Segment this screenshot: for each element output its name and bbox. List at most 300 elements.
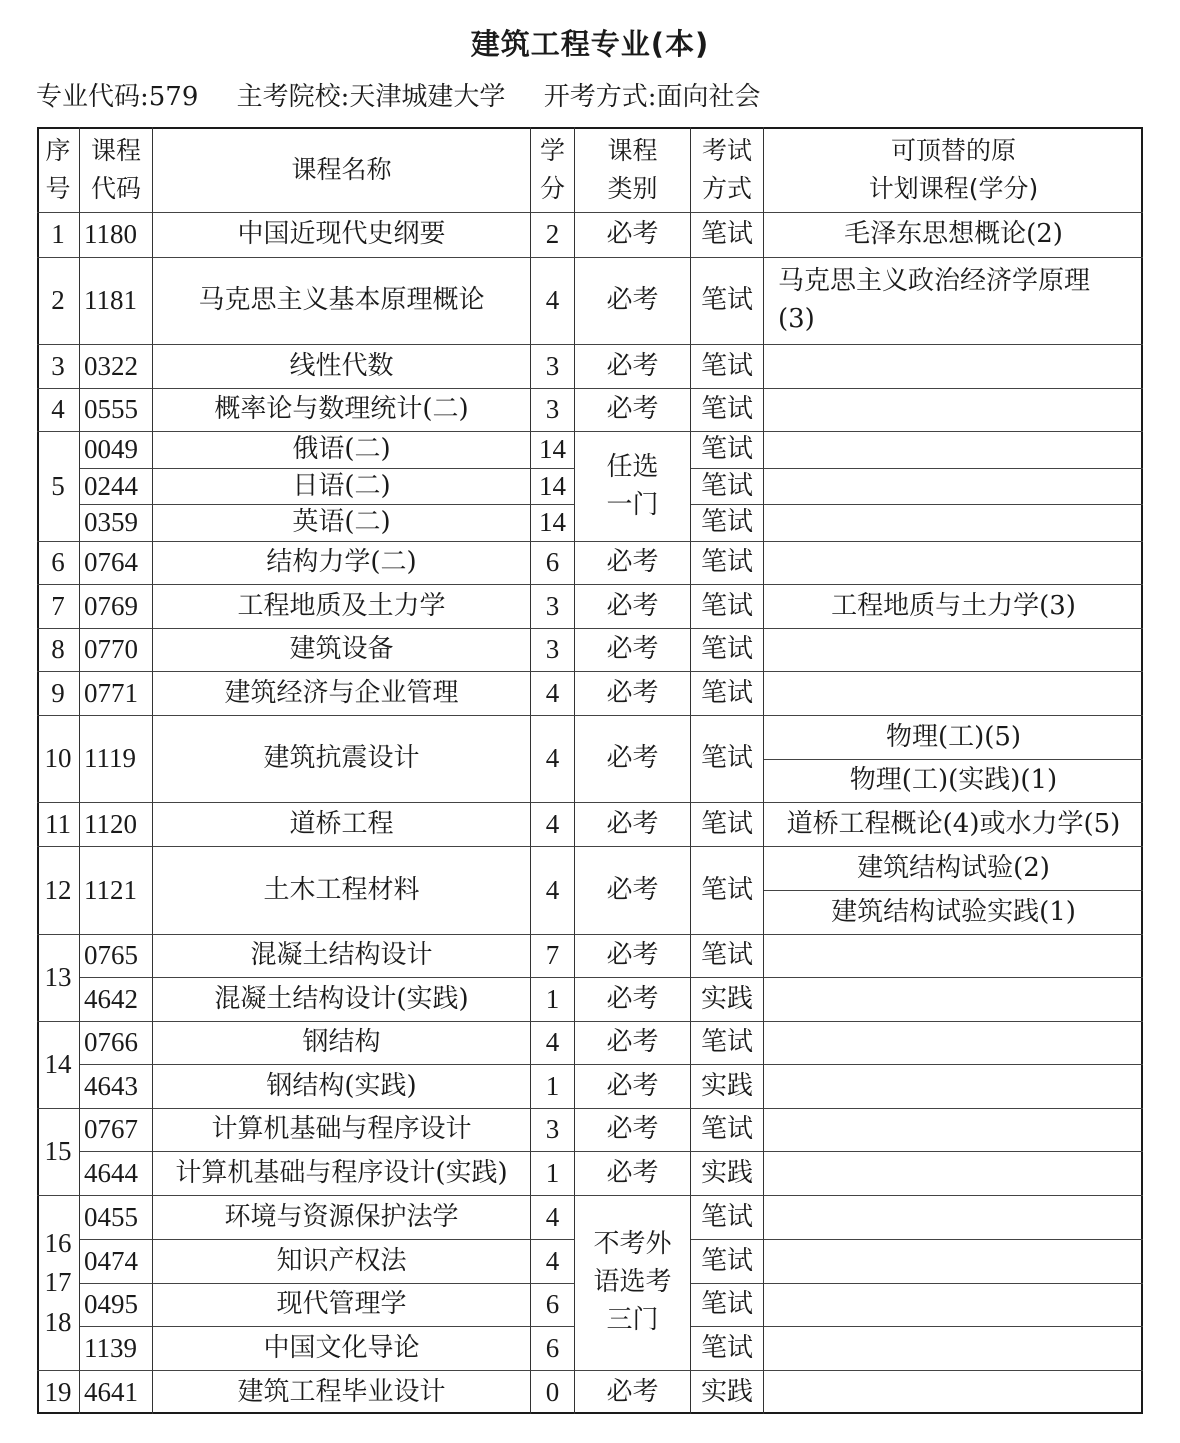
credit-cell-text: 2 <box>545 219 560 250</box>
code-cell <box>80 629 153 672</box>
code-cell-text: 0322 <box>84 350 138 381</box>
code-cell <box>80 1022 153 1065</box>
code-cell-text: 0766 <box>84 1027 138 1058</box>
seq-cell <box>37 847 80 935</box>
name-cell <box>153 672 531 716</box>
replace-cell-text: 物理(工)(实践)(1) <box>849 765 1058 796</box>
seq-cell-text: 6 <box>51 547 65 578</box>
code-cell-text: 0244 <box>84 470 138 501</box>
type-cell <box>575 1109 691 1152</box>
code-cell <box>80 1240 153 1284</box>
name-cell <box>153 1109 531 1152</box>
exam-cell <box>691 542 764 585</box>
exam-cell-text: 笔试 <box>700 219 753 250</box>
major-meta <box>36 76 790 113</box>
credit-cell-text: 3 <box>545 350 560 381</box>
header-credit <box>531 127 575 213</box>
exam-cell <box>691 1327 764 1371</box>
name-cell <box>153 469 531 505</box>
type-cell-text: 一门 <box>606 489 659 520</box>
name-cell <box>153 847 531 935</box>
replace-cell <box>764 213 1143 258</box>
code-cell <box>80 1284 153 1327</box>
type-cell <box>575 672 691 716</box>
name-cell-text: 概率论与数理统计(二) <box>214 394 469 425</box>
type-cell <box>575 1022 691 1065</box>
credit-cell <box>531 469 575 505</box>
code-cell <box>80 935 153 978</box>
seq-cell <box>37 542 80 585</box>
credit-cell <box>531 629 575 672</box>
seq-cell <box>37 432 80 542</box>
code-cell-text: 0359 <box>84 507 138 538</box>
exam-cell-text: 笔试 <box>700 434 753 465</box>
code-cell-text: 4642 <box>84 983 138 1014</box>
credit-cell-text: 4 <box>545 1201 560 1232</box>
header-type-text: 类别 <box>607 173 658 203</box>
credit-cell <box>531 389 575 432</box>
exam-cell <box>691 1284 764 1327</box>
type-cell <box>575 1196 691 1371</box>
name-cell-text: 中国文化导论 <box>263 1332 420 1363</box>
seq-cell <box>37 389 80 432</box>
credit-cell-text: 6 <box>545 1332 560 1363</box>
replace-cell <box>764 1065 1143 1109</box>
header-seq-text: 号 <box>45 173 71 203</box>
name-cell <box>153 1022 531 1065</box>
type-cell <box>575 213 691 258</box>
credit-cell-text: 6 <box>545 547 560 578</box>
code-cell <box>80 345 153 389</box>
code-cell <box>80 469 153 505</box>
replace-cell <box>764 505 1143 542</box>
course-table <box>37 127 1143 1414</box>
header-code-text: 代码 <box>90 173 141 203</box>
name-cell-text: 中国近现代史纲要 <box>237 219 446 250</box>
name-cell <box>153 345 531 389</box>
code-cell <box>80 847 153 935</box>
credit-cell <box>531 847 575 935</box>
credit-cell-text: 1 <box>545 983 560 1014</box>
seq-cell-text: 16 <box>44 1228 72 1259</box>
exam-cell-text: 笔试 <box>700 808 753 839</box>
seq-cell-text: 7 <box>51 590 65 621</box>
credit-cell-text: 3 <box>545 394 560 425</box>
type-cell-text: 必考 <box>606 940 659 971</box>
replace-cell <box>764 258 1143 345</box>
header-name <box>153 127 531 213</box>
code-cell <box>80 1152 153 1196</box>
code-cell-text: 1120 <box>84 808 137 839</box>
credit-cell <box>531 803 575 847</box>
code-cell-text: 0455 <box>84 1201 138 1232</box>
replace-cell <box>764 1371 1143 1414</box>
seq-cell <box>37 803 80 847</box>
seq-cell <box>37 585 80 629</box>
code-cell-text: 1139 <box>84 1332 137 1363</box>
name-cell <box>153 213 531 258</box>
code-cell-text: 0764 <box>84 547 138 578</box>
code-cell <box>80 978 153 1022</box>
name-cell-text: 混凝土结构设计 <box>250 940 433 971</box>
header-credit-text: 学 <box>539 136 565 165</box>
name-cell-text: 计算机基础与程序设计 <box>211 1114 472 1145</box>
credit-cell <box>531 1196 575 1240</box>
exam-cell <box>691 1196 764 1240</box>
credit-cell-text: 1 <box>545 1157 560 1188</box>
replace-cell <box>764 891 1143 935</box>
code-cell <box>80 213 153 258</box>
header-exam-text: 方式 <box>701 173 752 203</box>
name-cell <box>153 803 531 847</box>
header-replace-text: 计划课程(学分) <box>868 173 1039 203</box>
replace-cell <box>764 389 1143 432</box>
seq-cell <box>37 935 80 1022</box>
type-cell <box>575 1371 691 1414</box>
header-name-text: 课程名称 <box>291 154 392 184</box>
replace-cell <box>764 1109 1143 1152</box>
header-type <box>575 127 691 213</box>
type-cell-text: 必考 <box>606 1376 659 1407</box>
exam-cell-text: 笔试 <box>700 1114 753 1145</box>
type-cell <box>575 432 691 542</box>
header-credit-text: 分 <box>539 173 565 203</box>
header-type-text: 课程 <box>607 136 658 165</box>
credit-cell <box>531 505 575 542</box>
exam-cell-text: 笔试 <box>700 590 753 621</box>
type-cell <box>575 716 691 803</box>
header-seq <box>37 127 80 213</box>
code-cell-text: 0771 <box>84 677 138 708</box>
code-cell-text: 0769 <box>84 590 138 621</box>
name-cell-text: 建筑工程毕业设计 <box>237 1376 446 1407</box>
credit-cell <box>531 213 575 258</box>
exam-cell-text: 笔试 <box>700 1245 753 1276</box>
type-cell-text: 语选考 <box>593 1267 672 1298</box>
name-cell <box>153 1284 531 1327</box>
exam-cell-text: 笔试 <box>700 634 753 665</box>
type-cell-text: 必考 <box>606 983 659 1014</box>
exam-cell-text: 实践 <box>700 983 753 1014</box>
replace-cell <box>764 672 1143 716</box>
name-cell <box>153 1371 531 1414</box>
replace-cell <box>764 1240 1143 1284</box>
header-replace <box>764 127 1143 213</box>
seq-cell <box>37 629 80 672</box>
code-cell <box>80 258 153 345</box>
type-cell <box>575 542 691 585</box>
credit-cell <box>531 1022 575 1065</box>
name-cell-text: 环境与资源保护法学 <box>224 1201 459 1232</box>
replace-cell <box>764 469 1143 505</box>
name-cell <box>153 935 531 978</box>
code-cell-text: 1121 <box>84 874 137 905</box>
name-cell <box>153 1152 531 1196</box>
credit-cell <box>531 432 575 469</box>
replace-cell-text: 建筑结构试验(2) <box>857 852 1050 883</box>
name-cell-text: 现代管理学 <box>276 1289 407 1320</box>
type-cell <box>575 389 691 432</box>
type-cell <box>575 803 691 847</box>
replace-cell <box>764 345 1143 389</box>
replace-cell <box>764 978 1143 1022</box>
credit-cell-text: 14 <box>539 434 566 465</box>
name-cell <box>153 505 531 542</box>
seq-cell-text: 8 <box>51 634 65 665</box>
type-cell-text: 必考 <box>606 590 659 621</box>
name-cell-text: 混凝土结构设计(实践) <box>214 983 469 1014</box>
type-cell <box>575 1152 691 1196</box>
exam-cell-text: 笔试 <box>700 1289 753 1320</box>
type-cell <box>575 847 691 935</box>
code-cell-text: 0767 <box>84 1114 138 1145</box>
type-cell-text: 必考 <box>606 1070 659 1101</box>
exam-cell <box>691 1371 764 1414</box>
credit-cell-text: 7 <box>545 940 560 971</box>
major-code: 专业代码:579 <box>36 82 199 112</box>
credit-cell-text: 3 <box>545 590 560 621</box>
code-cell <box>80 803 153 847</box>
type-cell <box>575 935 691 978</box>
replace-cell <box>764 1022 1143 1065</box>
name-cell <box>153 978 531 1022</box>
exam-cell <box>691 803 764 847</box>
header-replace-text: 可顶替的原 <box>890 136 1016 165</box>
type-cell-text: 三门 <box>606 1304 659 1335</box>
type-cell <box>575 345 691 389</box>
type-cell-text: 必考 <box>606 634 659 665</box>
exam-cell <box>691 345 764 389</box>
type-cell-text: 必考 <box>606 677 659 708</box>
header-code-text: 课程 <box>90 136 141 165</box>
code-cell-text: 0474 <box>84 1245 138 1276</box>
type-cell <box>575 978 691 1022</box>
type-cell-text: 必考 <box>606 1027 659 1058</box>
exam-cell <box>691 847 764 935</box>
name-cell-text: 建筑设备 <box>289 634 394 665</box>
seq-cell-text: 5 <box>51 470 65 501</box>
replace-cell-text: 马克思主义政治经济学原理 <box>778 266 1091 297</box>
name-cell-text: 道桥工程 <box>289 808 394 839</box>
exam-cell <box>691 1109 764 1152</box>
exam-cell-text: 笔试 <box>700 743 753 774</box>
credit-cell-text: 14 <box>539 507 566 538</box>
seq-cell-text: 13 <box>44 962 72 993</box>
credit-cell-text: 3 <box>545 634 560 665</box>
replace-cell <box>764 432 1143 469</box>
replace-cell <box>764 542 1143 585</box>
header-exam <box>691 127 764 213</box>
credit-cell-text: 4 <box>545 1027 560 1058</box>
credit-cell <box>531 716 575 803</box>
exam-cell-text: 实践 <box>700 1157 753 1188</box>
name-cell <box>153 585 531 629</box>
type-cell-text: 必考 <box>606 874 659 905</box>
type-cell <box>575 585 691 629</box>
type-cell-text: 必考 <box>606 547 659 578</box>
exam-cell <box>691 978 764 1022</box>
name-cell <box>153 389 531 432</box>
credit-cell <box>531 1109 575 1152</box>
replace-cell <box>764 803 1143 847</box>
replace-cell-text: 毛泽东思想概论(2) <box>844 219 1063 250</box>
exam-cell-text: 笔试 <box>700 1027 753 1058</box>
credit-cell <box>531 672 575 716</box>
name-cell-text: 知识产权法 <box>276 1245 407 1276</box>
type-cell-text: 必考 <box>606 219 659 250</box>
exam-cell <box>691 1152 764 1196</box>
seq-cell <box>37 672 80 716</box>
name-cell <box>153 1065 531 1109</box>
type-cell <box>575 629 691 672</box>
type-cell-text: 必考 <box>606 1114 659 1145</box>
code-cell-text: 0555 <box>84 394 138 425</box>
code-cell <box>80 505 153 542</box>
credit-cell-text: 4 <box>545 285 560 316</box>
exam-cell <box>691 1022 764 1065</box>
exam-cell-text: 实践 <box>700 1376 753 1407</box>
code-cell-text: 4641 <box>84 1376 138 1407</box>
name-cell <box>153 1196 531 1240</box>
credit-cell <box>531 1065 575 1109</box>
code-cell-text: 1119 <box>84 743 136 774</box>
seq-cell <box>37 1109 80 1196</box>
page-title: 建筑工程专业(本) <box>470 27 710 61</box>
credit-cell <box>531 542 575 585</box>
exam-mode: 开考方式:面向社会 <box>543 82 761 112</box>
name-cell <box>153 1327 531 1371</box>
exam-cell <box>691 469 764 505</box>
exam-cell <box>691 935 764 978</box>
exam-cell <box>691 1240 764 1284</box>
exam-cell <box>691 213 764 258</box>
exam-cell-text: 实践 <box>700 1070 753 1101</box>
name-cell-text: 结构力学(二) <box>266 547 417 578</box>
name-cell <box>153 432 531 469</box>
exam-cell-text: 笔试 <box>700 1332 753 1363</box>
type-cell <box>575 258 691 345</box>
exam-cell-text: 笔试 <box>700 470 753 501</box>
host-school: 主考院校:天津城建大学 <box>236 82 506 112</box>
credit-cell-text: 14 <box>539 470 566 501</box>
exam-cell-text: 笔试 <box>700 547 753 578</box>
credit-cell-text: 4 <box>545 874 560 905</box>
code-cell-text: 0765 <box>84 940 138 971</box>
replace-cell <box>764 585 1143 629</box>
credit-cell-text: 4 <box>545 743 560 774</box>
exam-cell-text: 笔试 <box>700 285 753 316</box>
seq-cell-text: 10 <box>44 743 72 774</box>
credit-cell <box>531 1152 575 1196</box>
name-cell-text: 马克思主义基本原理概论 <box>198 285 485 316</box>
replace-cell-text: 建筑结构试验实践(1) <box>831 896 1076 927</box>
credit-cell <box>531 258 575 345</box>
exam-cell-text: 笔试 <box>700 394 753 425</box>
type-cell <box>575 1065 691 1109</box>
seq-cell <box>37 258 80 345</box>
type-cell-text: 必考 <box>606 285 659 316</box>
exam-cell <box>691 505 764 542</box>
name-cell-text: 日语(二) <box>292 470 391 501</box>
credit-cell-text: 4 <box>545 808 560 839</box>
exam-cell <box>691 716 764 803</box>
code-cell-text: 4644 <box>84 1157 138 1188</box>
code-cell-text: 0495 <box>84 1289 138 1320</box>
credit-cell <box>531 935 575 978</box>
name-cell <box>153 542 531 585</box>
name-cell <box>153 1240 531 1284</box>
header-seq-text: 序 <box>45 136 71 165</box>
seq-cell <box>37 1022 80 1109</box>
name-cell-text: 建筑抗震设计 <box>263 743 420 774</box>
credit-cell <box>531 1371 575 1414</box>
seq-cell-text: 12 <box>44 874 72 905</box>
code-cell-text: 0770 <box>84 634 138 665</box>
exam-cell <box>691 1065 764 1109</box>
seq-cell-text: 17 <box>44 1267 72 1298</box>
name-cell <box>153 629 531 672</box>
exam-cell-text: 笔试 <box>700 874 753 905</box>
exam-cell <box>691 672 764 716</box>
code-cell <box>80 716 153 803</box>
exam-cell-text: 笔试 <box>700 507 753 538</box>
credit-cell <box>531 585 575 629</box>
credit-cell <box>531 978 575 1022</box>
header-code <box>80 127 153 213</box>
name-cell-text: 土木工程材料 <box>263 874 420 905</box>
code-cell <box>80 432 153 469</box>
exam-cell <box>691 585 764 629</box>
code-cell-text: 0049 <box>84 434 138 465</box>
seq-cell-text: 9 <box>51 677 65 708</box>
code-cell <box>80 389 153 432</box>
exam-cell-text: 笔试 <box>700 350 753 381</box>
seq-cell-text: 15 <box>44 1136 72 1167</box>
replace-cell <box>764 760 1143 803</box>
name-cell-text: 工程地质及土力学 <box>237 590 446 621</box>
code-cell <box>80 1371 153 1414</box>
code-cell <box>80 1065 153 1109</box>
name-cell-text: 钢结构(实践) <box>266 1070 417 1101</box>
exam-cell <box>691 432 764 469</box>
seq-cell <box>37 345 80 389</box>
exam-cell <box>691 258 764 345</box>
code-cell <box>80 1327 153 1371</box>
code-cell <box>80 1196 153 1240</box>
code-cell <box>80 542 153 585</box>
replace-cell <box>764 1196 1143 1240</box>
exam-cell-text: 笔试 <box>700 940 753 971</box>
code-cell-text: 1181 <box>84 285 137 316</box>
credit-cell <box>531 345 575 389</box>
seq-cell-text: 2 <box>51 285 65 316</box>
exam-cell <box>691 389 764 432</box>
name-cell <box>153 258 531 345</box>
replace-cell <box>764 847 1143 891</box>
credit-cell-text: 4 <box>545 677 560 708</box>
seq-cell-text: 18 <box>44 1306 72 1337</box>
type-cell-text: 必考 <box>606 808 659 839</box>
exam-cell-text: 笔试 <box>700 1201 753 1232</box>
type-cell-text: 不考外 <box>593 1229 672 1260</box>
seq-cell-text: 14 <box>44 1049 72 1080</box>
replace-cell <box>764 1327 1143 1371</box>
credit-cell <box>531 1284 575 1327</box>
code-cell <box>80 585 153 629</box>
replace-cell <box>764 935 1143 978</box>
replace-cell-text: (3) <box>778 304 815 334</box>
name-cell-text: 计算机基础与程序设计(实践) <box>175 1157 508 1188</box>
